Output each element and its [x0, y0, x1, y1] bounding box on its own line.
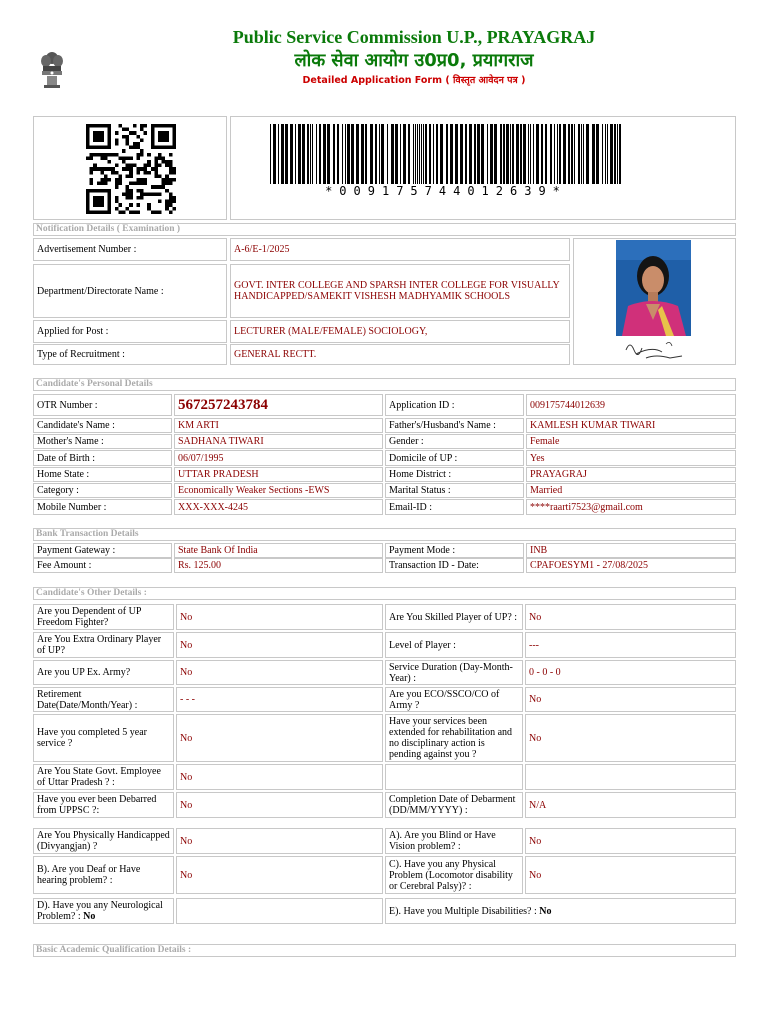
personal-value: KAMLESH KUMAR TIWARI [526, 418, 736, 433]
personal-label: Gender : [385, 434, 524, 449]
barcode-text: *009175744012639* [325, 184, 567, 198]
other-label: Retirement Date(Date/Month/Year) : [33, 687, 174, 712]
other-label: Level of Player : [385, 632, 523, 658]
personal-label: Date of Birth : [33, 450, 172, 466]
bank-label: Transaction ID - Date: [385, 558, 524, 573]
other-label [385, 764, 523, 790]
other-label: B). Are you Deaf or Have hearing problem? : [33, 856, 174, 894]
recruitment-type-label: Type of Recruitment : [33, 344, 227, 365]
section-academic-details: Basic Academic Qualification Details : [33, 944, 736, 957]
other-value: No [176, 714, 383, 762]
personal-value: Married [526, 483, 736, 498]
other-value: No [176, 828, 383, 854]
personal-label: Home District : [385, 467, 524, 482]
other-value: No [525, 687, 736, 712]
other-value: No [525, 828, 736, 854]
personal-value: UTTAR PRADESH [174, 467, 383, 482]
other-label: Are you Dependent of UP Freedom Fighter? [33, 604, 174, 630]
section-notification-details: Notification Details ( Examination ) [33, 223, 736, 236]
other-value: No [176, 764, 383, 790]
other-label: Are You State Govt. Employee of Uttar Pradesh ? : [33, 764, 174, 790]
bank-label: Payment Mode : [385, 543, 524, 558]
personal-value: Yes [526, 450, 736, 466]
advertisement-number-label: Advertisement Number : [33, 238, 227, 261]
personal-label: Category : [33, 483, 172, 498]
applied-post-label: Applied for Post : [33, 320, 227, 343]
commission-title-hi: लोक सेवा आयोग उ0प्र0, प्रयागराज [294, 50, 534, 71]
candidate-photo [616, 240, 691, 336]
personal-label: OTR Number : [33, 394, 172, 416]
personal-value: 06/07/1995 [174, 450, 383, 466]
recruitment-type-value: GENERAL RECTT. [230, 344, 570, 365]
personal-value: Female [526, 434, 736, 449]
personal-label: Mobile Number : [33, 499, 172, 515]
other-value: --- [525, 632, 736, 658]
personal-label: Domicile of UP : [385, 450, 524, 466]
other-label: Have your services been extended for rehabilitation and no disciplinary action is pending against you ? [385, 714, 523, 762]
personal-value: Economically Weaker Sections -EWS [174, 483, 383, 498]
other-value [525, 764, 736, 790]
bank-value: CPAFOESYM1 - 27/08/2025 [526, 558, 736, 573]
other-label: Have you completed 5 year service ? [33, 714, 174, 762]
other-label: Are You Skilled Player of UP? : [385, 604, 523, 630]
other-value: No [176, 632, 383, 658]
barcode-icon [268, 124, 624, 184]
other-label: Service Duration (Day-Month-Year) : [385, 660, 523, 685]
other-value: - - - [176, 687, 383, 712]
other-label: Have you ever been Debarred from UPPSC ?: [33, 792, 174, 818]
qr-code-icon [84, 124, 178, 214]
personal-label: Email-ID : [385, 499, 524, 515]
other-label: A). Are you Blind or Have Vision problem? : [385, 828, 523, 854]
other-value: 0 - 0 - 0 [525, 660, 736, 685]
applied-post-value: LECTURER (MALE/FEMALE) SOCIOLOGY, [230, 320, 570, 343]
bank-value: Rs. 125.00 [174, 558, 383, 573]
personal-value: PRAYAGRAJ [526, 467, 736, 482]
other-value: No [176, 604, 383, 630]
candidate-signature [612, 336, 692, 364]
personal-label: Marital Status : [385, 483, 524, 498]
department-name-value: GOVT. INTER COLLEGE AND SPARSH INTER COLLEGE FOR VISUALLY HANDICAPPED/SAMEKIT VISHESH MADHYAMIK SCHOOLS [230, 264, 570, 318]
other-value: No [176, 660, 383, 685]
form-subtitle: Detailed Application Form ( विस्तृत आवेदन पत्र ) [302, 75, 526, 86]
personal-value: 567257243784 [174, 394, 383, 416]
other-value: No [525, 604, 736, 630]
section-bank-details: Bank Transaction Details [33, 528, 736, 541]
bank-label: Payment Gateway : [33, 543, 172, 558]
personal-label: Father's/Husband's Name : [385, 418, 524, 433]
page-header [0, 24, 768, 94]
commission-title-en: Public Service Commission U.P., PRAYAGRAJ [232, 27, 596, 47]
section-personal-details: Candidate's Personal Details [33, 378, 736, 391]
other-value: No [176, 856, 383, 894]
bank-value: INB [526, 543, 736, 558]
bank-value: State Bank Of India [174, 543, 383, 558]
other-label: Are You Extra Ordinary Player of UP? [33, 632, 174, 658]
other-value: N/A [525, 792, 736, 818]
empty-cell [176, 898, 383, 924]
other-label: C). Have you any Physical Problem (Locomotor disability or Cerebral Palsy)? : [385, 856, 523, 894]
department-name-label: Department/Directorate Name : [33, 264, 227, 318]
other-value: No [176, 792, 383, 818]
other-label: Are You Physically Handicapped (Divyangjan) ? [33, 828, 174, 854]
multiple-disabilities-label: E). Have you Multiple Disabilities? : No [385, 898, 736, 924]
neurological-problem-label: D). Have you any Neurological Problem? : No [33, 898, 174, 924]
personal-value: 009175744012639 [526, 394, 736, 416]
personal-value: XXX-XXX-4245 [174, 499, 383, 515]
personal-label: Application ID : [385, 394, 524, 416]
section-other-details: Candidate's Other Details : [33, 587, 736, 600]
other-label: Completion Date of Debarment (DD/MM/YYYY) : [385, 792, 523, 818]
personal-label: Candidate's Name : [33, 418, 172, 433]
personal-label: Home State : [33, 467, 172, 482]
other-label: Are you ECO/SSCO/CO of Army ? [385, 687, 523, 712]
other-value: No [525, 714, 736, 762]
personal-label: Mother's Name : [33, 434, 172, 449]
other-value: No [525, 856, 736, 894]
bank-label: Fee Amount : [33, 558, 172, 573]
personal-value: SADHANA TIWARI [174, 434, 383, 449]
personal-value: ****raarti7523@gmail.com [526, 499, 736, 515]
personal-value: KM ARTI [174, 418, 383, 433]
other-label: Are you UP Ex. Army? [33, 660, 174, 685]
advertisement-number-value: A-6/E-1/2025 [230, 238, 570, 261]
